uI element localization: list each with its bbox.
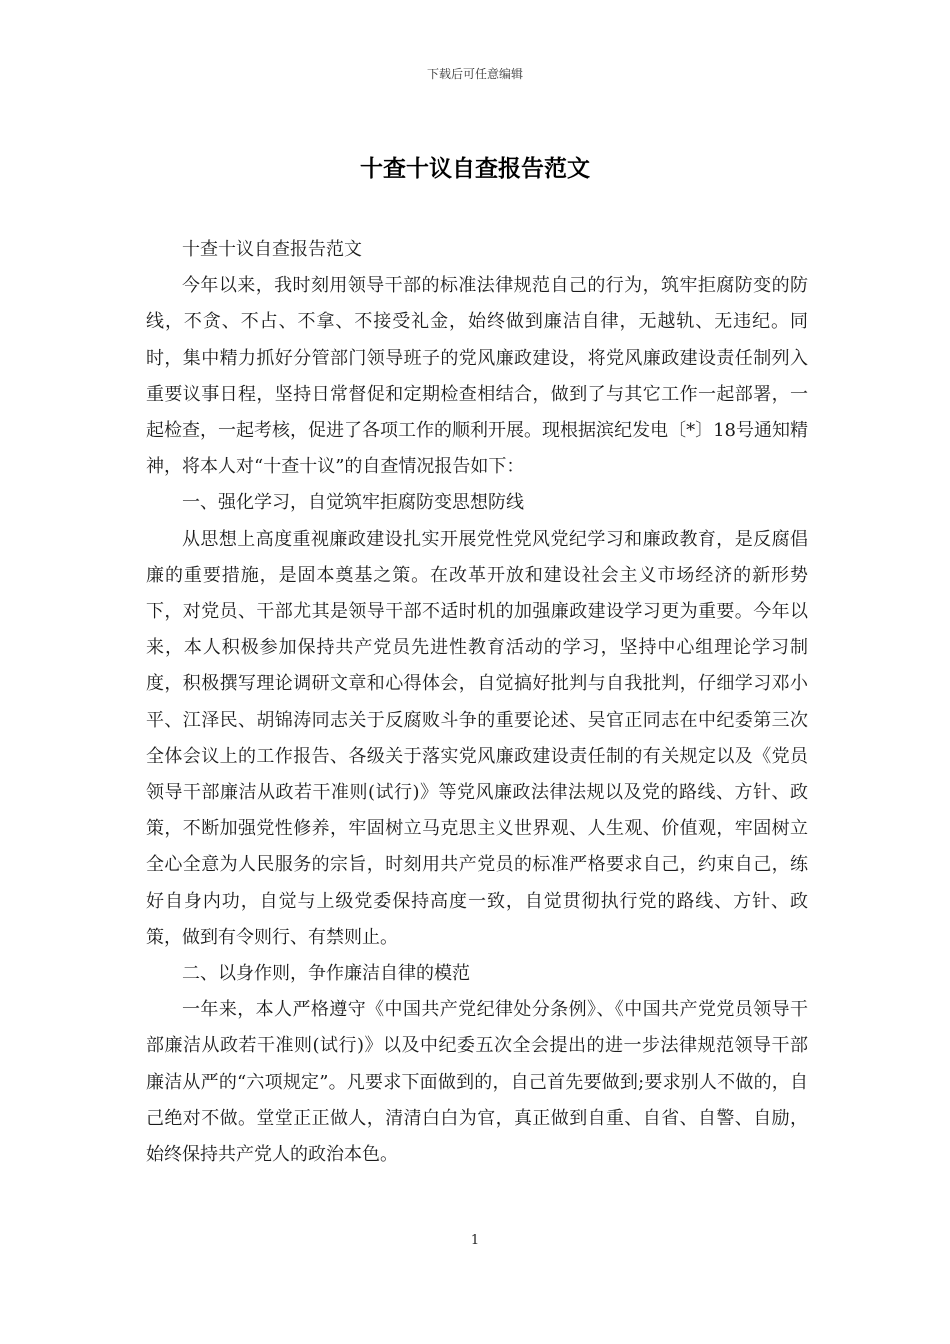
header-note: 下载后可任意编辑 [426, 67, 523, 81]
page-number: 1 [470, 1233, 480, 1248]
document-title: 十查十议自查报告范文 [360, 155, 590, 182]
section-heading-1: 一、强化学习，自觉筑牢拒腐防变思想防线 [182, 492, 524, 514]
section-heading-2: 二、以身作则，争作廉洁自律的模范 [182, 963, 470, 985]
paragraph-section-2: 一年来，本人严格遵守《中国共产党纪律处分条例》、《中国共产党党员领导干部廉洁从政若干准则(试行)》以及中纪委五次全会提出的进一步法律规范领导干部廉洁从严的“六项规定”。凡要求下面做到的，自己首先要做到;要求别人不做的，自己绝对不做。堂堂正正做人，清清白白为官，真正做到自重、自省、自警、自励，始终保持共产党人的政治本色。 [146, 999, 808, 1166]
paragraph-intro: 今年以来，我时刻用领导干部的标准法律规范自己的行为，筑牢拒腐防变的防线，不贪、不占、不拿、不接受礼金，始终做到廉洁自律，无越轨、无违纪。同时，集中精力抓好分管部门领导班子的党风廉政建设，将党风廉政建设责任制列入重要议事日程，坚持日常督促和定期检查相结合，做到了与其它工作一起部署，一起检查，一起考核，促进了各项工作的顺利开展。现根据滨纪发电〔*〕18号通知精神，将本人对“十查十议”的自查情况报告如下： [146, 275, 808, 478]
paragraph-section-1: 从思想上高度重视廉政建设扎实开展党性党风党纪学习和廉政教育，是反腐倡廉的重要措施，是固本奠基之策。在改革开放和建设社会主义市场经济的新形势下，对党员、干部尤其是领导干部不适时机的加强廉政建设学习更为重要。今年以来，本人积极参加保持共产党员先进性教育活动的学习，坚持中心组理论学习制度，积极撰写理论调研文章和心得体会，自觉搞好批判与自我批判，仔细学习邓小平、江泽民、胡锦涛同志关于反腐败斗争的重要论述、吴官正同志在中纪委第三次全体会议上的工作报告、各级关于落实党风廉政建设责任制的有关规定以及《党员领导干部廉洁从政若干准则(试行)》等党风廉政法律法规以及党的路线、方针、政策，不断加强党性修养，牢固树立马克思主义世界观、人生观、价值观，牢固树立全心全意为人民服务的宗旨，时刻用共产党员的标准严格要求自己，约束自己，练好自身内功，自觉与上级党委保持高度一致，自觉贯彻执行党的路线、方针、政策，做到有令则行、有禁则止。 [146, 528, 808, 948]
document-body [146, 232, 808, 1173]
paragraph-subtitle: 十查十议自查报告范文 [182, 239, 362, 260]
